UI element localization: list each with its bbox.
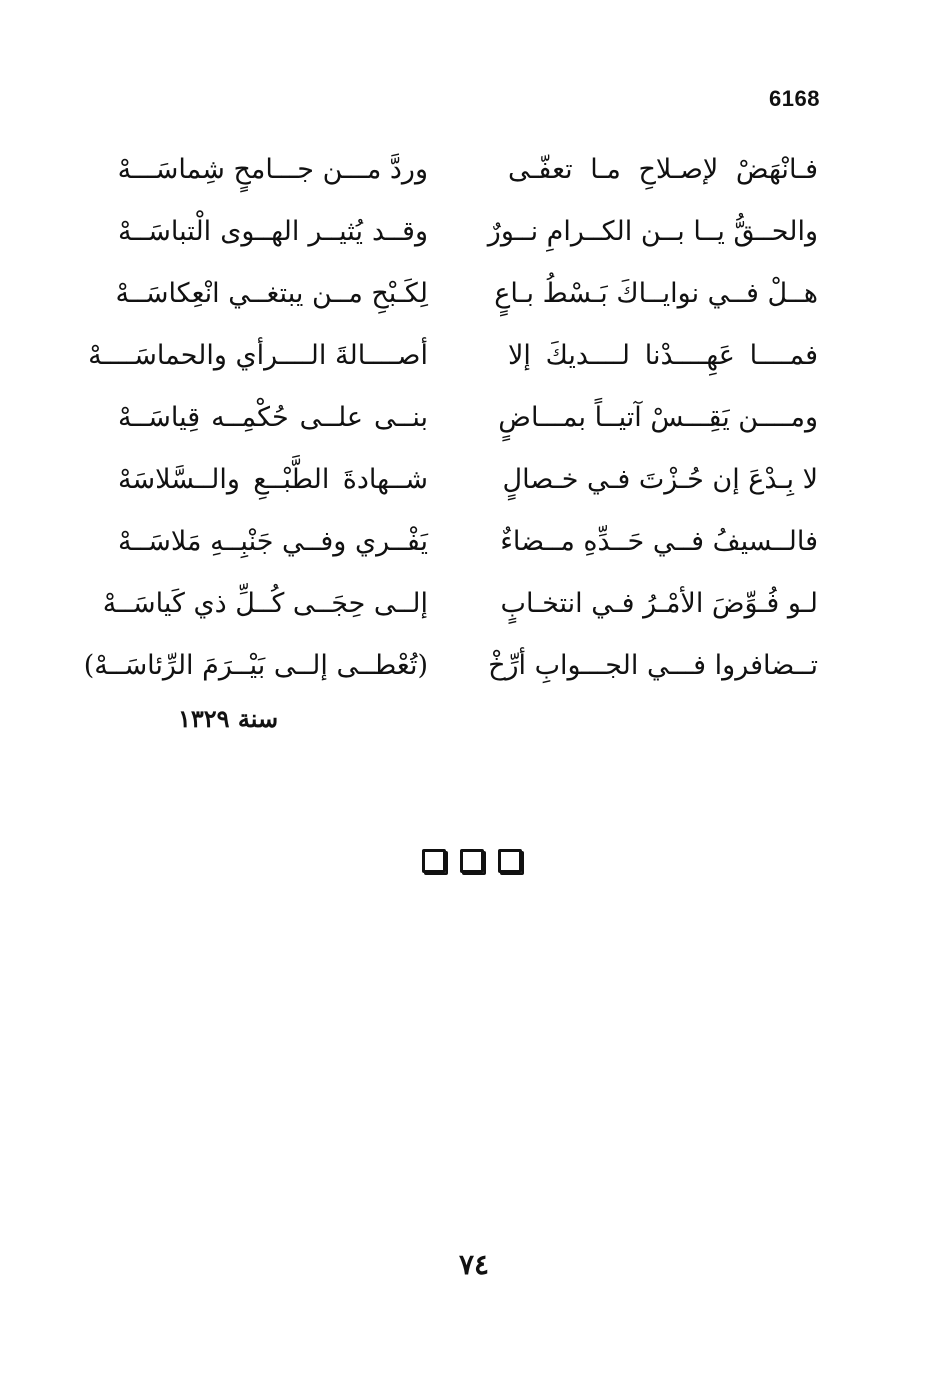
verse-second-hemistich: وقــد يُثيــر الهــوى الْتباسَــهْ (118, 216, 428, 247)
verse-first-hemistich: والحــقُّ يــا بــن الكــرامِ نــورٌ (487, 216, 818, 247)
verse-first-hemistich: لا بِـدْعَ إن حُـزْتَ فـي خـصالٍ (502, 464, 818, 495)
verse-second-hemistich: (تُعْطــى إلــى بَيْــرَمَ الرِّئاسَــهْ) (83, 650, 428, 681)
verse-row (0, 264, 948, 324)
verse-second-hemistich: إلــى حِجَــى كُــلِّ ذي كَياسَــهْ (102, 588, 428, 619)
verse-row (0, 326, 948, 386)
section-separator (422, 849, 522, 873)
verse-first-hemistich: لـو فُـوِّضَ الأمْـرُ فـي انتخـابٍ (500, 588, 818, 619)
page-id: 6168 (769, 86, 820, 111)
verse-row (0, 450, 948, 510)
verse-second-hemistich: شــهادةَ الطَّبْــعِ والــسَّلاسَهْ (118, 464, 428, 495)
verse-second-hemistich: أصــــالةَ الــــرأي والحماسَــــهْ (88, 340, 428, 371)
verse-first-hemistich: هــلْ فــي نوايــاكَ بَـسْطُ بـاعٍ (494, 278, 818, 309)
verse-row (0, 574, 948, 634)
verse-row (0, 140, 948, 200)
square-ornament-icon (422, 849, 446, 873)
verse-first-hemistich: فـانْهَضْ لإصـلاحِ مـا تعفّـى (508, 154, 818, 185)
verse-second-hemistich: وردَّ مـــن جـــامحٍ شِماسَـــهْ (117, 154, 428, 185)
poem-date: سنة ١٣٢٩ (178, 704, 279, 733)
square-ornament-icon (460, 849, 484, 873)
verse-first-hemistich: فالــسيفُ فــي حَــدِّهِ مــضاءٌ (500, 526, 818, 557)
verse-row (0, 388, 948, 448)
verse-first-hemistich: فمــــا عَهِــــدْنا لــــديكَ إلا (508, 340, 818, 371)
verse-second-hemistich: لِكَـبْحِ مــن يبتغــي انْعِكاسَــهْ (115, 278, 428, 309)
verse-row (0, 636, 948, 696)
verse-second-hemistich: بنــى علــى حُكْمِــه قِياسَــهْ (118, 402, 428, 433)
verse-row (0, 202, 948, 262)
verse-row (0, 512, 948, 572)
verse-second-hemistich: يَفْــري وفــي جَنْبِــهِ مَلاسَــهْ (118, 526, 428, 557)
page-number: ٧٤ (458, 1248, 490, 1281)
poem (0, 140, 948, 700)
verse-first-hemistich: ومــــن يَقِـــسْ آتيــاً بمـــاضٍ (498, 402, 818, 433)
verse-first-hemistich: تــضافروا فـــي الجـــوابِ أرِّخْ (488, 650, 818, 681)
square-ornament-icon (498, 849, 522, 873)
